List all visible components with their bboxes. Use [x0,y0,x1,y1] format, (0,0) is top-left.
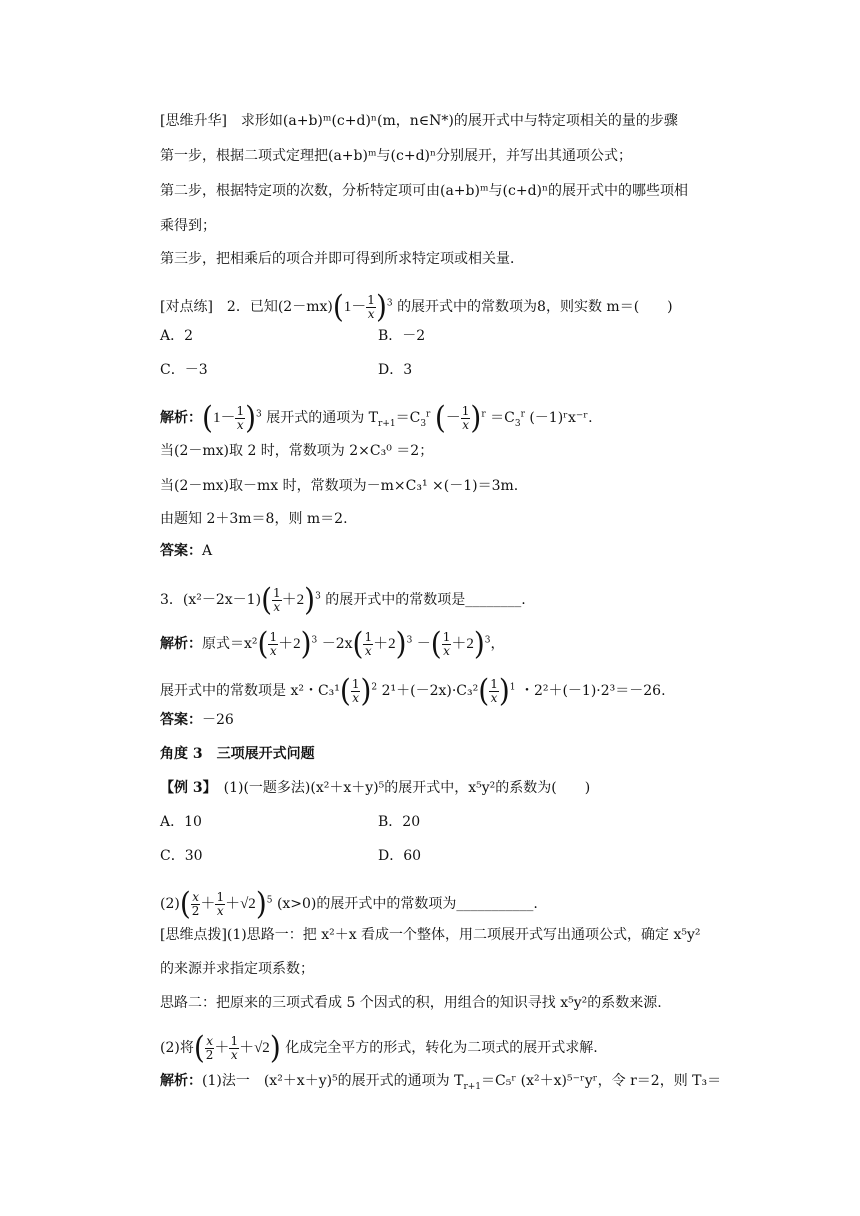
solution-2-line3: 当(2－mx)取－mx 时，常数项为－m×C₃¹ ×(－1)＝3m. [160,478,519,494]
expansion-end: ， [490,636,505,652]
hint-line3: 思路二：把原来的三项式看成 5 个因式的积，用组合的知识寻找 x⁵y²的系数来源. [160,995,662,1011]
solution-2-line4: 由题知 2＋3m＝8，则 m＝2. [160,511,348,527]
option-c-2: C．30 [160,848,203,864]
practice-question-2: [对点练] 2．已知(2－mx)(1－ $\frac{1}{x}$ )$^3$ 的展开式中的常数项为8，则实数 m＝( ) [160,288,673,325]
option-c: C．－3 [160,362,208,378]
example-text: (1)(一题多法)(x²＋x＋y)⁵的展开式中，x⁵y²的系数为( ) [209,780,591,796]
option-a: A．2 [160,328,194,344]
option-d: D．3 [378,362,413,378]
general-term-text: 展开式的通项为 T [266,410,379,426]
method-one-text: (1)法一 (x²＋x＋y)⁵的展开式的通项为 T [202,1073,464,1089]
hint-part2-label: (2)将 [160,1040,194,1056]
combination-text: ＝C [395,410,421,426]
paren-expression: ( [332,288,344,325]
answer-2 [160,541,212,561]
q3-prefix: 3．(x²－2x－1) [160,592,262,608]
option-b-2: B．20 [378,814,421,830]
hint-line2: 的来源并求指定项系数； [160,961,314,977]
summary-heading: [思维升华] 求形如(a+b)ᵐ(c+d)ⁿ(m，n∈N*)的展开式中与特定项相关的量的步骤 [160,113,678,129]
hint-part2-text: 化成完全平方的形式，转化为二项式的展开式求解. [285,1040,598,1056]
part-2-text: (x>0)的展开式中的常数项为___________. [276,896,538,912]
answer-3 [160,710,234,730]
combination-text-2: ＝C [490,410,515,426]
solution-2-line2: 当(2－mx)取 2 时，常数项为 2×C₃⁰ ＝2； [160,443,434,459]
q3-suffix: 的展开式中的常数项是________. [325,592,526,608]
question-3: 3．(x²－2x－1)( $\frac{1}{x}$ ＋2)$^3$ 的展开式中的常数项是________. [160,581,526,618]
general-term-tail: (－1)ʳx⁻ʳ. [529,410,593,426]
option-a-2: A．10 [160,814,202,830]
answer-value: A [202,543,213,559]
solution-example-3: 解析：(1)法一 (x²＋x＋y)⁵的展开式的通项为 $T_{r+1}=C_5ʳ$ (x²＋x)⁵⁻ʳyʳ，令 r＝2，则 T₃＝ [160,1073,722,1092]
hint-line4: (2)将( $\frac{x}{2}$ ＋ $\frac{1}{x}$ ＋√2) 化成完全平方的形式，转化为二项式的展开式求解. [160,1029,598,1066]
answer-label-3: 答案： [160,712,202,728]
section-heading: 角度 3 三项展开式问题 [160,746,315,762]
option-d-2: D．60 [378,848,422,864]
method-one-tail: ＝C₅ʳ (x²＋x)⁵⁻ʳyʳ，令 r＝2，则 T₃＝ [481,1073,722,1089]
step-two: 第二步，根据特定项的次数，分析特定项可由(a+b)ᵐ与(c+d)ⁿ的展开式中的哪些项相 [160,183,689,199]
solution-2-line1: 解析：(1－ $\frac{1}{x}$ )$^3$ 展开式的通项为 $T_{r+1}=C_3^r$ (－ $\frac{1}{x}$ )$^r =C_3^r$ (－1)ʳx⁻ʳ. [160,399,593,436]
expansion-a: 原式＝x² [202,636,258,652]
hint-line1: [思维点拨](1)思路一：把 x²＋x 看成一个整体，用二项展开式写出通项公式，确定 x⁵y² [160,927,701,943]
example-label: 【例 3】 [160,780,210,796]
step-three: 第三步，把相乘后的项合并即可得到所求特定项或相关量． [160,251,524,267]
step-one: 第一步，根据二项式定理把(a+b)ᵐ与(c+d)ⁿ分别展开，并写出其通项公式； [160,148,633,164]
q2-suffix: 的展开式中的常数项为8，则实数 m＝( ) [397,299,673,315]
constant-term-b: 2¹＋(－2x)·C₃² [381,683,479,699]
solution-3-line1: 解析：原式＝x²( $\frac{1}{x}$ ＋2)$^3$ －2x( $\frac{1}{x}$ ＋2)$^3$ －( $\frac{1}{x}$ ＋2)$^3$， [160,625,505,662]
constant-term-a: 展开式中的常数项是 x²・C₃¹ [160,683,340,699]
solution-3-line2: 展开式中的常数项是 x²・C₃¹( $\frac{1}{x}$ )$^2$ 2¹＋(－2x)·C₃²( $\frac{1}{x}$ )$^1$ ・2²＋(－1)·2³＝－26. [160,672,666,709]
part-2-label: (2) [160,896,180,912]
solution-label: 解析： [160,410,202,426]
answer-value-3: －26 [202,712,234,728]
solution-label-3: 解析： [160,636,202,652]
answer-label: 答案： [160,543,202,559]
solution-label-ex3: 解析： [160,1073,202,1089]
constant-term-c: ・2²＋(－1)·2³＝－26. [519,683,666,699]
option-b: B．－2 [378,328,426,344]
step-two-cont: 乘得到； [160,218,216,234]
fraction-1-over-x: $\frac{1}{x}$ [367,292,375,321]
q2-prefix: [对点练] 2．已知(2－mx) [160,299,333,315]
expansion-c: － [416,636,431,652]
expansion-b: －2x [321,636,353,652]
example-3-part-2: (2)( $\frac{x}{2}$ ＋ $\frac{1}{x}$ ＋√2)$^5$ (x>0)的展开式中的常数项为___________. [160,885,538,922]
example-3 [160,778,590,798]
